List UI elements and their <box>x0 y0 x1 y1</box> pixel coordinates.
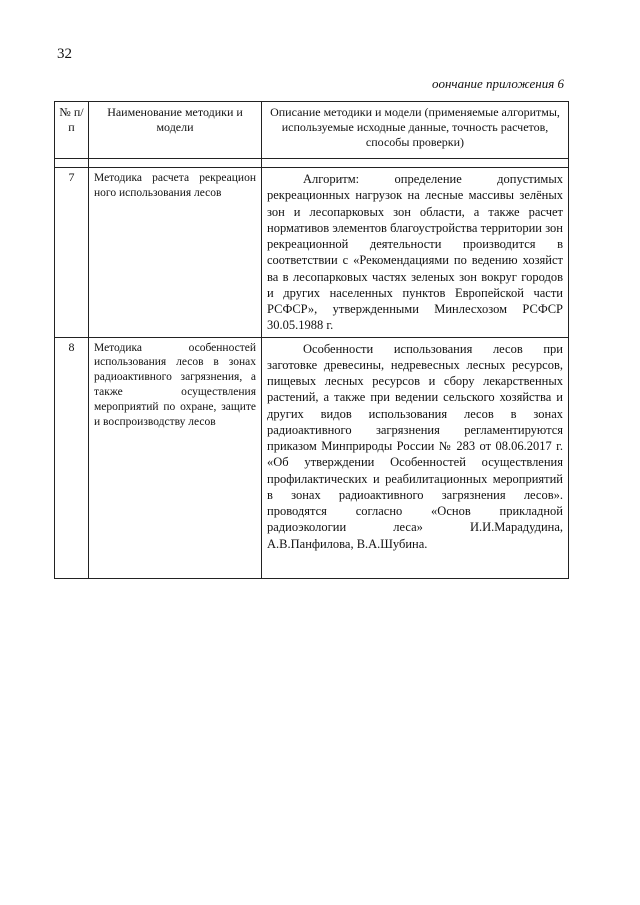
description-text: Алгоритм: определение допустимых рекреационных нагрузок на лесные массивы зелёных зон и лесопарковых зон области, а также расчет нормативов элементов благоустройства территории зон рекреационной деятельности производится в соответствии с «Рекомендациями по ведению хозяйст ва в лесопарковых частях зеленых зон вокруг городов и других населенных пунктов Европейской части РСФСР», утвержденными Минлесхозом РСФСР 30.05.1988 г. <box>267 172 563 333</box>
methods-table <box>54 101 569 579</box>
method-name: Методика расчета рекреацион ного использования лесов <box>89 168 262 338</box>
table-row <box>55 337 569 578</box>
description-text: Особенности использования лесов при заготовке древесины, недревесных лесных ресурсов, пищевых лесных ресурсов и сбору лекарственных растений, а также при ведении сельского хозяйства и других видов использования лесов в зонах радиоактивного загрязнения регламентируются приказом Минприроды России № 283 от 08.06.2017 г. «Об утверждении Особенностей осуществления профилактических и реабилитационных мероприятий в зонах радиоактивного загрязнения лесов». проводятся согласно «Основ прикладной радиоэкологии леса» И.И.Марадудина, А.В.Панфилова, В.А.Шубина. <box>267 341 563 551</box>
header-number: № п/п <box>55 102 89 159</box>
page-number: 32 <box>57 46 72 62</box>
table-spacer-row <box>55 159 569 168</box>
header-method-name: Наименование методики и модели <box>89 102 262 159</box>
table-row <box>55 168 569 338</box>
method-name: Методика особенностей использования лесов в зонах радиоактивного загрязнения, а также осуществления мероприятий по охране, защите и воспроизводству лесов <box>89 337 262 578</box>
appendix-continuation-label: оончание приложения 6 <box>431 76 564 91</box>
method-description <box>262 337 569 578</box>
row-number: 8 <box>55 337 89 578</box>
method-description <box>262 168 569 338</box>
row-number: 7 <box>55 168 89 338</box>
table-header-row <box>55 102 569 159</box>
header-method-description: Описание методики и модели (применяемые алгоритмы, используемые исходные данные, точность расчетов, способы проверки) <box>262 102 569 159</box>
